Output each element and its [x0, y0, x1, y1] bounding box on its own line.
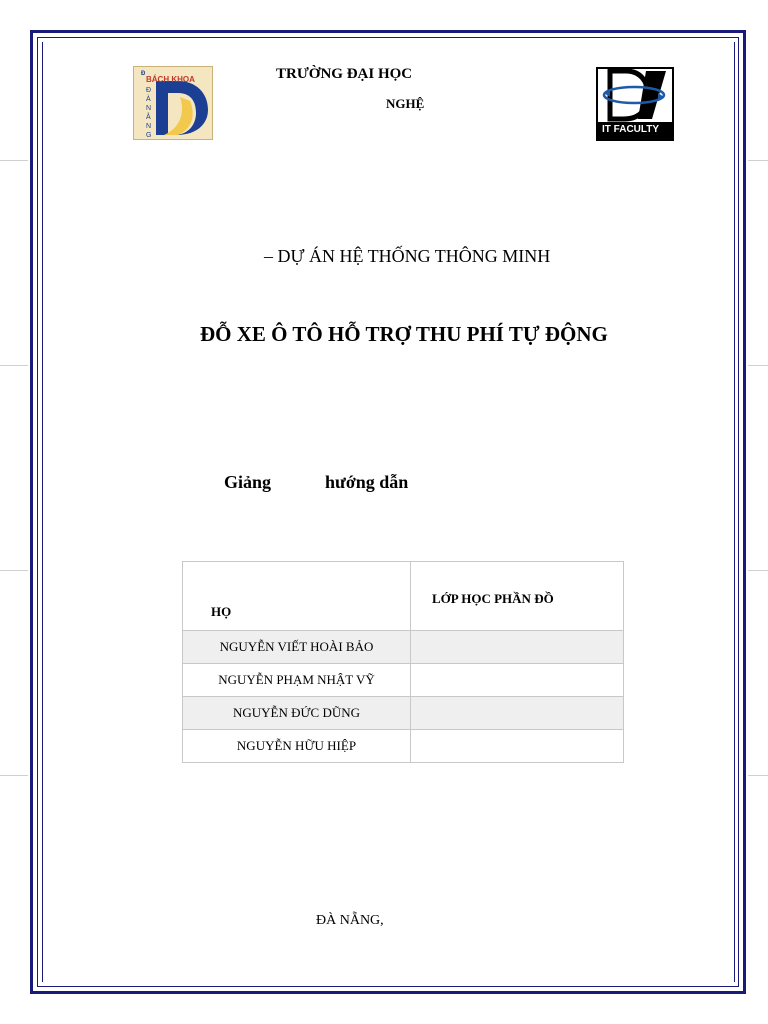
member-name-cell: NGUYỄN HỮU HIỆP [183, 730, 411, 763]
header-class-cell [411, 562, 624, 631]
bach-khoa-logo-vertical-text: ĐÀNẴNG [146, 87, 152, 139]
page-border-inner [37, 37, 739, 987]
place-footer: ĐÀ NẴNG, [316, 913, 384, 928]
header-name-cell [183, 562, 411, 631]
table-row [183, 697, 624, 730]
school-name-line2: NGHỆ [386, 96, 425, 111]
member-class-cell [411, 697, 624, 730]
member-class-cell [411, 730, 624, 763]
member-name-cell: NGUYỄN PHẠM NHẬT VỸ [183, 664, 411, 697]
members-table [182, 561, 624, 763]
margin-tick [0, 570, 28, 571]
border-left-accent [42, 42, 43, 982]
margin-tick [748, 775, 768, 776]
member-name-cell: NGUYỄN VIẾT HOÀI BẢO [183, 631, 411, 664]
school-name-line1: TRƯỜNG ĐẠI HỌC [276, 66, 413, 82]
member-class-cell [411, 664, 624, 697]
margin-tick [748, 570, 768, 571]
margin-tick [0, 160, 28, 161]
advisor-label-part1: Giảng [224, 472, 272, 492]
it-faculty-logo [596, 67, 674, 141]
table-header-row [183, 562, 624, 631]
header-class-label: LỚP HỌC PHẦN ĐỒ [432, 591, 554, 606]
svg-text:Đ: Đ [141, 71, 146, 77]
margin-tick [0, 365, 28, 366]
margin-tick [748, 365, 768, 366]
header-name-label: HỌ [211, 604, 232, 619]
member-name-cell: NGUYỄN ĐỨC DŨNG [183, 697, 411, 730]
bach-khoa-logo [133, 66, 213, 140]
margin-tick [0, 775, 28, 776]
border-right-accent [734, 42, 735, 982]
margin-tick [748, 160, 768, 161]
table-row [183, 664, 624, 697]
project-subtitle: – DỰ ÁN HỆ THỐNG THÔNG MINH [264, 246, 551, 266]
it-faculty-logo-text: IT FACULTY [602, 124, 660, 135]
table-row [183, 730, 624, 763]
member-class-cell [411, 631, 624, 664]
bach-khoa-logo-text: BÁCH KHOA [146, 75, 195, 84]
table-row [183, 631, 624, 664]
document-title: ĐỖ XE Ô TÔ HỖ TRỢ THU PHÍ TỰ ĐỘNG [200, 322, 608, 346]
advisor-label-part2: hướng dẫn [325, 472, 409, 492]
